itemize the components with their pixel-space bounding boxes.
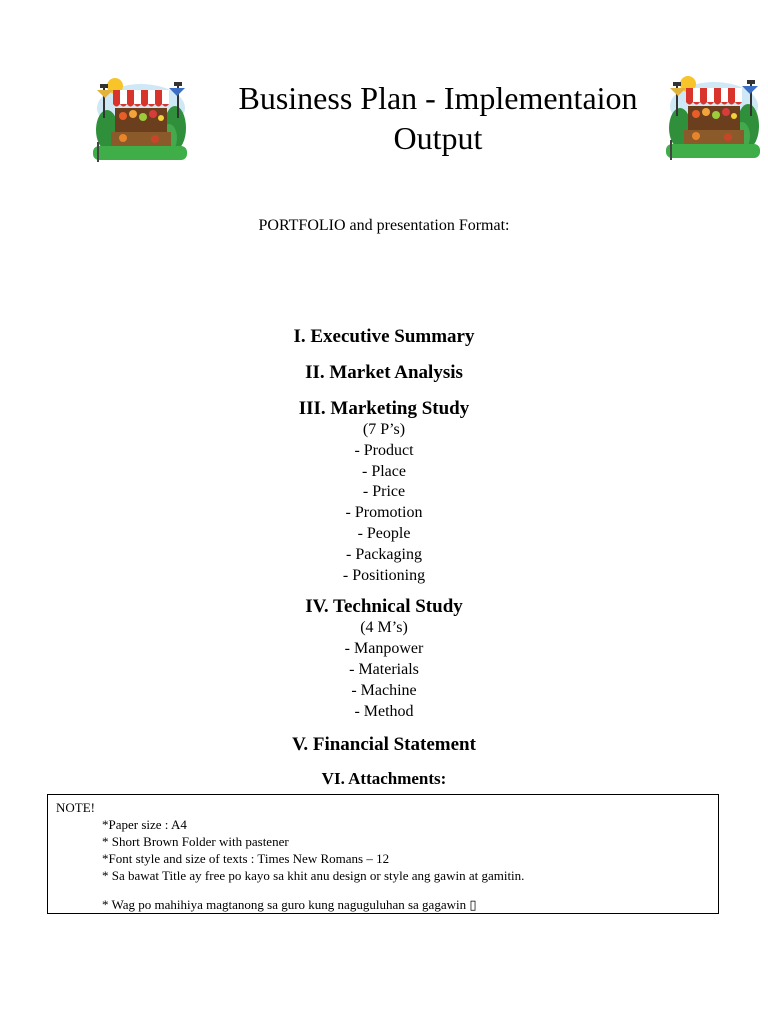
section-title: I. Executive Summary (293, 326, 475, 347)
note-item-folder: * Short Brown Folder with pastener (102, 834, 289, 849)
outline-sub-item: - Packaging (346, 545, 422, 563)
outline-sub-item: - Machine (351, 681, 417, 699)
outline-sub-item: (4 M’s) (360, 619, 408, 637)
outline-sub-item: - Method (354, 702, 414, 720)
section-title: III. Marketing Study (298, 398, 470, 419)
outline-sub-item: - Promotion (345, 504, 423, 522)
outline-section-technical-study (0, 596, 768, 722)
portfolio-format-subtitle: PORTFOLIO and presentation Format: (258, 217, 510, 234)
outline-sub-item: - Materials (349, 660, 419, 678)
page-title (190, 78, 686, 158)
section-title: II. Market Analysis (305, 362, 463, 383)
outline-section-market-analysis (0, 362, 768, 384)
page-title-line-2: Output (393, 120, 483, 156)
outline-sub-item: - Price (362, 483, 406, 501)
section-title: VI. Attachments: (321, 769, 447, 789)
section-title: IV. Technical Study (305, 596, 463, 618)
note-item-ask-teacher: * Wag po mahihiya magtanong sa guro kung naguguluhan sa gagawin ▯ (102, 897, 477, 912)
page-title-line-1: Business Plan - Implementaion (238, 80, 638, 116)
outline-sub-item: (7 P’s) (362, 421, 406, 438)
outline-section-executive-summary (0, 326, 768, 348)
outline-sub-item: - Positioning (342, 566, 426, 584)
note-item-font-style: *Font style and size of texts : Times New Romans – 12 (102, 851, 390, 866)
note-item-design-freedom: * Sa bawat Title ay free po kayo sa khit anu design or style ang gawin at gamitin. (102, 868, 525, 883)
business-plan-outline (0, 326, 768, 790)
outline-sub-item: - Place (362, 462, 406, 480)
outline-section-attachments (0, 768, 768, 790)
note-item-paper-size: *Paper size : A4 (102, 817, 187, 832)
note-box (47, 794, 719, 914)
outline-sub-item: - Product (354, 441, 414, 459)
note-heading: NOTE! (56, 800, 95, 815)
outline-sub-item: - People (357, 524, 411, 542)
outline-section-financial-statement (0, 734, 768, 756)
market-stall-icon (93, 72, 187, 166)
outline-sub-item: - Manpower (344, 640, 424, 658)
outline-section-marketing-study (0, 398, 768, 586)
section-title: V. Financial Statement (292, 734, 476, 756)
